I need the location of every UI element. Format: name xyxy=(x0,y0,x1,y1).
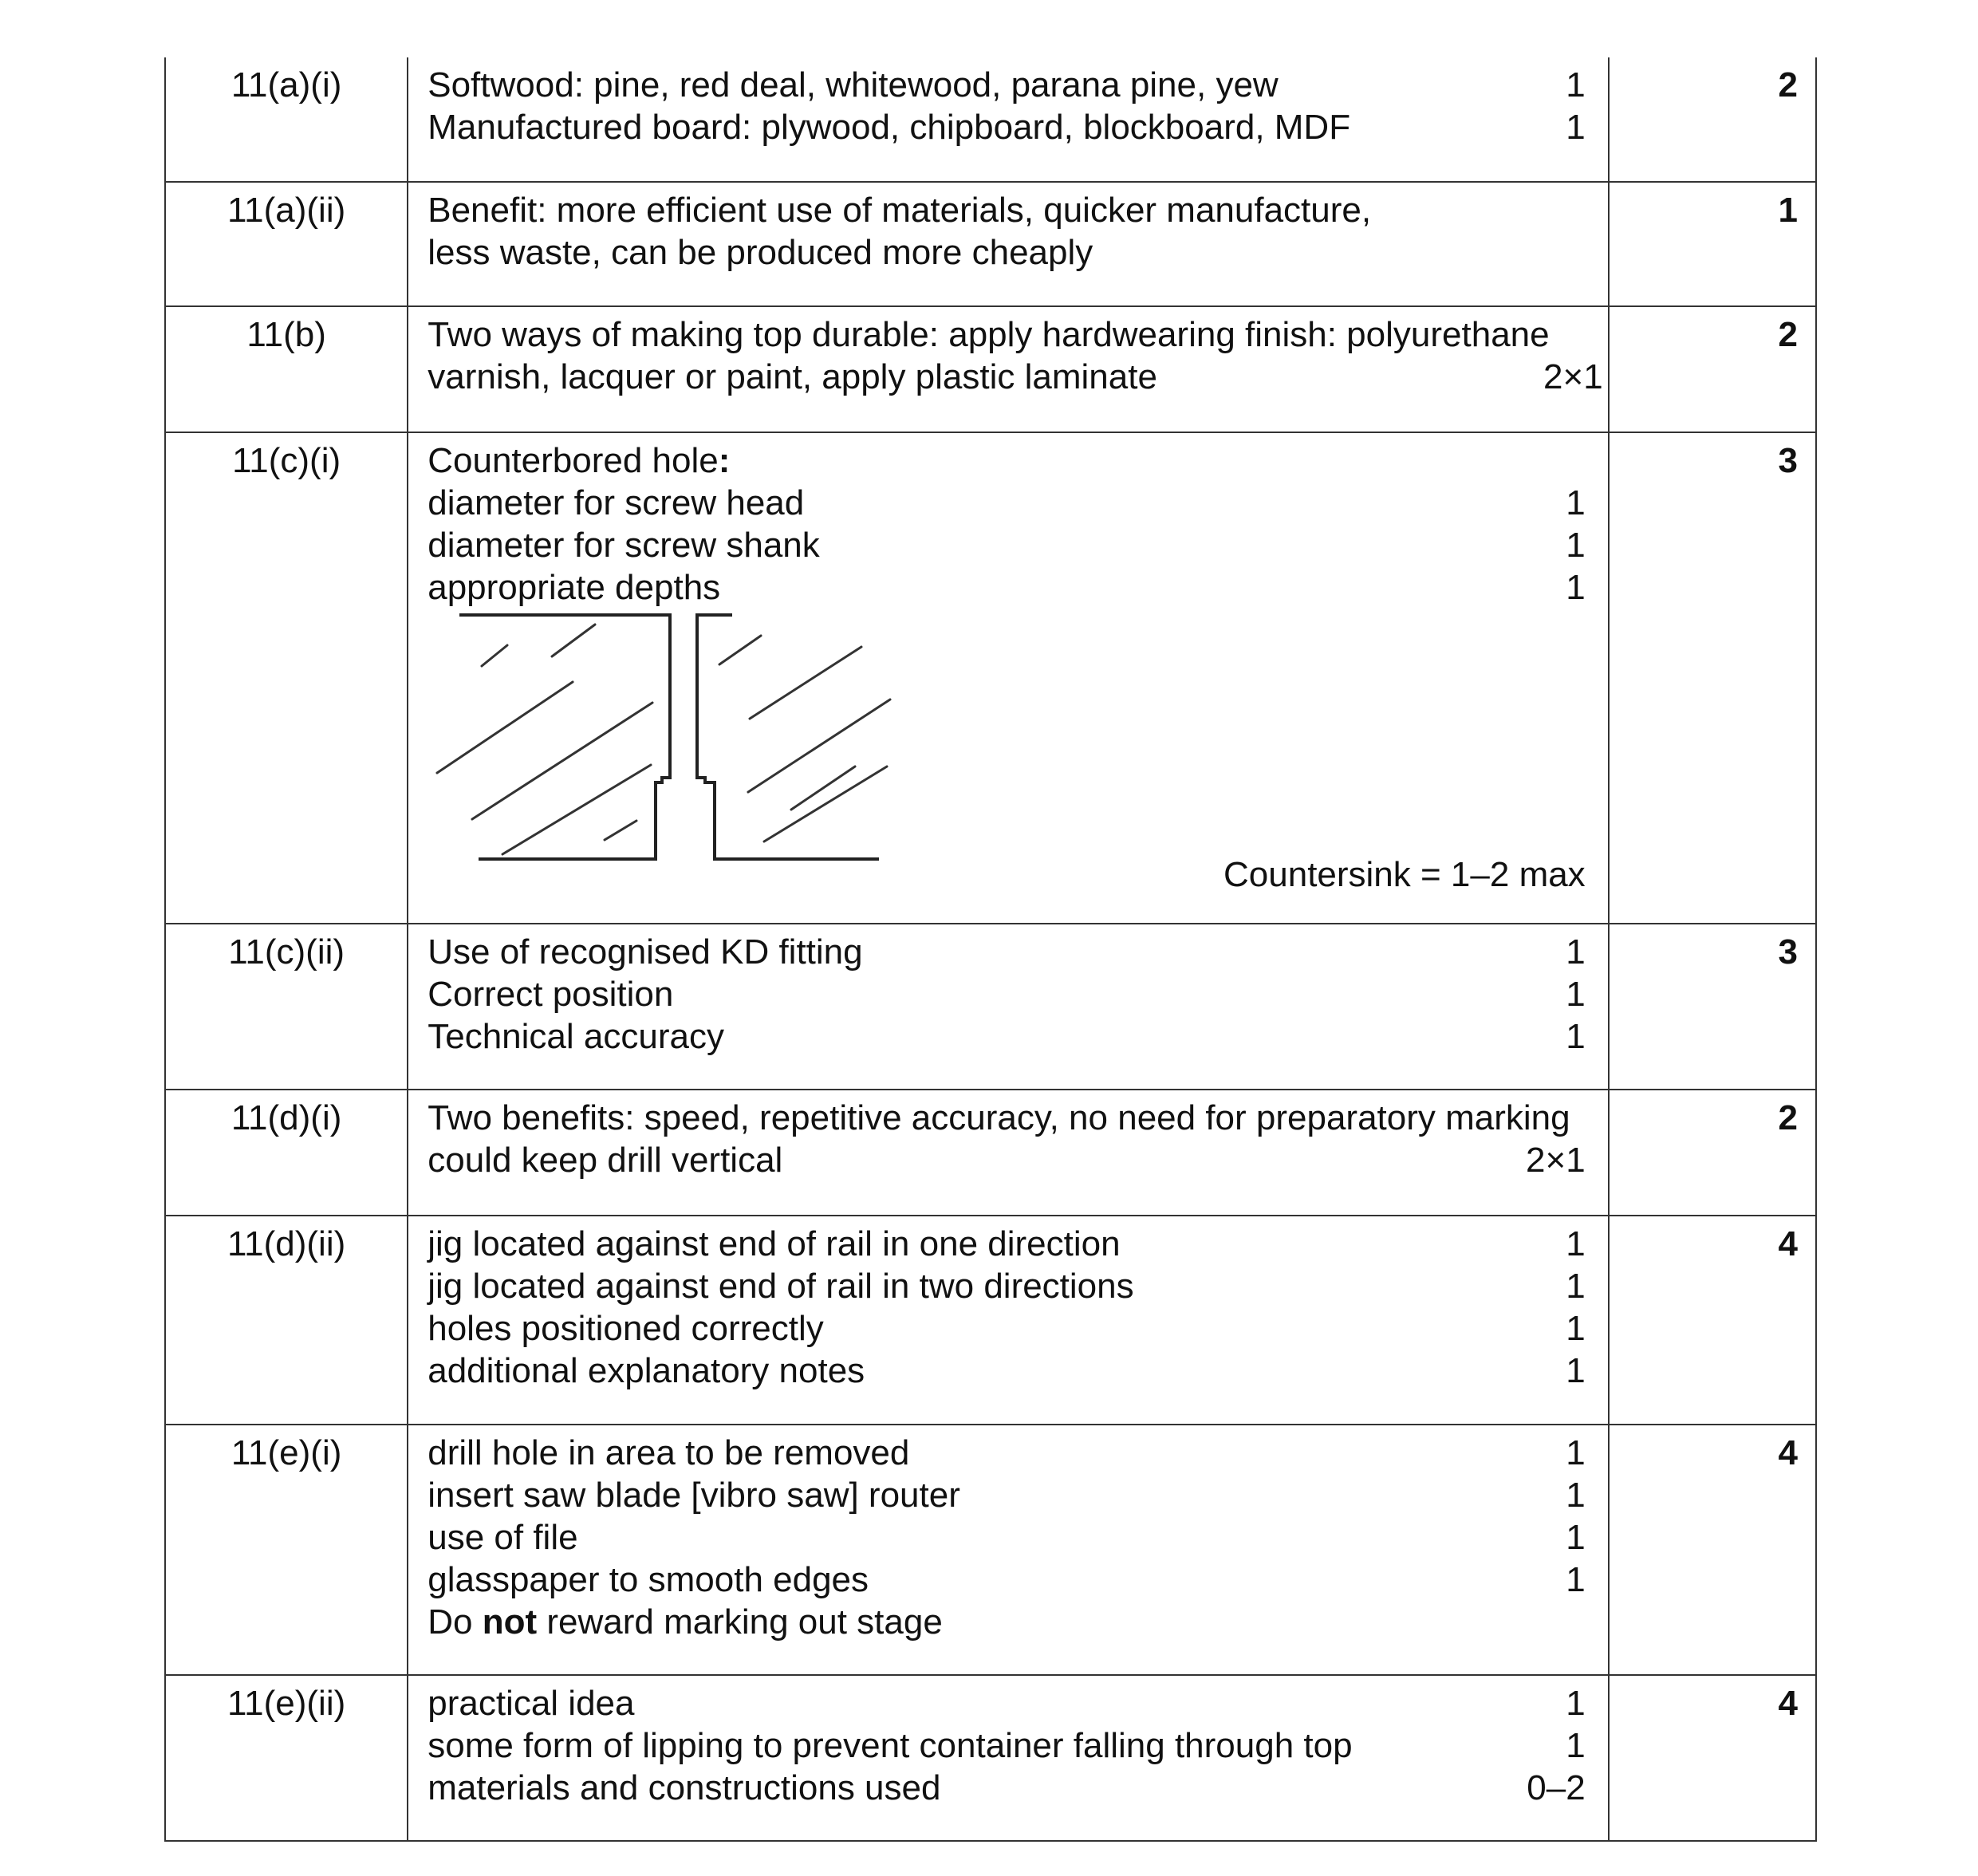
table-row xyxy=(165,924,1816,1090)
table-row xyxy=(165,182,1816,306)
answer-line xyxy=(428,931,1585,973)
answer-text: Two ways of making top durable: apply hardwearing finish: polyurethane xyxy=(428,315,1550,354)
answer-line xyxy=(428,189,1585,231)
question-number: 11(a)(ii) xyxy=(165,182,408,306)
answer-line xyxy=(428,1474,1585,1516)
mark-value: 1 xyxy=(1566,1560,1586,1599)
answer-text: varnish, lacquer or paint, apply plastic laminate xyxy=(428,357,1157,396)
question-number: 11(d)(i) xyxy=(165,1090,408,1216)
emphasis-not: not xyxy=(482,1602,538,1642)
answer-line xyxy=(428,1516,1585,1559)
mark-value: 1 xyxy=(1566,1267,1586,1306)
answer-line xyxy=(428,1265,1585,1307)
mark-value: 1 xyxy=(1566,108,1586,147)
total-marks: 2 xyxy=(1609,306,1816,432)
answer-text: Two benefits: speed, repetitive accuracy, no need for preparatory marking xyxy=(428,1098,1570,1137)
answer-colon: : xyxy=(718,441,731,480)
answer-line xyxy=(428,973,1585,1015)
mark-value: 2×1 xyxy=(1543,357,1603,396)
mark-value: 1 xyxy=(1566,1476,1586,1515)
answer-text: less waste, can be produced more cheaply xyxy=(428,233,1093,272)
countersink-note: Countersink = 1–2 max xyxy=(1223,855,1586,894)
table-row xyxy=(165,306,1816,432)
answer-line xyxy=(428,482,1585,524)
answer-line xyxy=(428,231,1585,274)
total-marks: 3 xyxy=(1609,924,1816,1090)
answer-text: diameter for screw head xyxy=(428,483,805,522)
answer-line xyxy=(428,1559,1585,1601)
answer-line xyxy=(428,1307,1585,1350)
hatch-line xyxy=(605,821,636,840)
hatch-line xyxy=(437,682,573,773)
total-marks: 3 xyxy=(1609,432,1816,924)
answer-line xyxy=(428,1432,1585,1474)
answer-text: practical idea xyxy=(428,1684,635,1723)
answer-cell xyxy=(408,57,1608,182)
answer-text: holes positioned correctly xyxy=(428,1309,824,1348)
table-row xyxy=(165,1675,1816,1841)
answer-line xyxy=(428,313,1602,356)
mark-value: 0–2 xyxy=(1527,1768,1586,1807)
answer-line xyxy=(428,106,1585,148)
mark-value: 1 xyxy=(1566,1017,1586,1056)
answer-line xyxy=(428,1223,1585,1265)
table-row xyxy=(165,1216,1816,1425)
answer-cell xyxy=(408,1425,1608,1675)
mark-value: 2×1 xyxy=(1526,1141,1586,1180)
answer-note: Do not reward marking out stage xyxy=(428,1602,943,1642)
total-marks: 4 xyxy=(1609,1216,1816,1425)
total-marks: 2 xyxy=(1609,1090,1816,1216)
mark-value: 1 xyxy=(1566,1351,1586,1390)
answer-line xyxy=(428,566,1585,609)
answer-line xyxy=(428,1601,1585,1643)
hatch-line xyxy=(764,767,887,841)
answer-line xyxy=(428,1015,1585,1058)
answer-text: drill hole in area to be removed xyxy=(428,1433,910,1472)
right-block-outline xyxy=(697,615,877,859)
answer-text: some form of lipping to prevent container falling through top xyxy=(428,1726,1353,1765)
counterbored-hole-figure xyxy=(428,609,1585,905)
answer-line xyxy=(428,1724,1585,1767)
answer-text: Softwood: pine, red deal, whitewood, parana pine, yew xyxy=(428,65,1279,104)
answer-text: Technical accuracy xyxy=(428,1017,724,1056)
answer-text: Use of recognised KD fitting xyxy=(428,932,863,972)
mark-value: 1 xyxy=(1566,526,1586,565)
answer-cell xyxy=(408,1090,1608,1216)
total-marks: 4 xyxy=(1609,1425,1816,1675)
answer-cell xyxy=(408,1675,1608,1841)
question-number: 11(c)(ii) xyxy=(165,924,408,1090)
hatch-line xyxy=(719,636,761,664)
answer-line xyxy=(428,1350,1585,1392)
answer-cell xyxy=(408,306,1608,432)
counterbored-hole-diagram xyxy=(424,610,919,865)
answer-cell xyxy=(408,1216,1608,1425)
question-number: 11(e)(i) xyxy=(165,1425,408,1675)
mark-value: 1 xyxy=(1566,483,1586,522)
answer-cell xyxy=(408,432,1608,924)
mark-value: 1 xyxy=(1566,1309,1586,1348)
answer-line xyxy=(428,1767,1585,1809)
answer-line xyxy=(428,1139,1585,1181)
question-number: 11(c)(i) xyxy=(165,432,408,924)
mark-value: 1 xyxy=(1566,1684,1586,1723)
total-marks: 1 xyxy=(1609,182,1816,306)
mark-value: 1 xyxy=(1566,1726,1586,1765)
question-number: 11(e)(ii) xyxy=(165,1675,408,1841)
total-marks: 2 xyxy=(1609,57,1816,182)
hatch-line xyxy=(472,703,652,819)
table-row xyxy=(165,432,1816,924)
answer-text: diameter for screw shank xyxy=(428,526,820,565)
mark-value: 1 xyxy=(1566,975,1586,1014)
answer-line xyxy=(428,64,1585,106)
answer-text: glasspaper to smooth edges xyxy=(428,1560,869,1599)
question-number: 11(b) xyxy=(165,306,408,432)
hatch-line xyxy=(502,765,651,854)
answer-text: jig located against end of rail in two directions xyxy=(428,1267,1134,1306)
answer-cell xyxy=(408,924,1608,1090)
mark-value: 1 xyxy=(1566,1224,1586,1263)
mark-value: 1 xyxy=(1566,1518,1586,1557)
mark-value: 1 xyxy=(1566,932,1586,972)
hatch-line xyxy=(482,645,507,666)
answer-text: jig located against end of rail in one direction xyxy=(428,1224,1121,1263)
hatch-line xyxy=(791,767,855,810)
total-marks: 4 xyxy=(1609,1675,1816,1841)
answer-text: appropriate depths xyxy=(428,568,721,607)
hatch-line xyxy=(750,647,861,719)
table-row xyxy=(165,57,1816,182)
mark-value: 1 xyxy=(1566,1433,1586,1472)
answer-line xyxy=(428,1097,1585,1139)
question-number: 11(a)(i) xyxy=(165,57,408,182)
answer-line xyxy=(428,1682,1585,1724)
answer-text: Counterbored hole xyxy=(428,441,719,480)
answer-text: Manufactured board: plywood, chipboard, blockboard, MDF xyxy=(428,108,1351,147)
answer-text: materials and constructions used xyxy=(428,1768,941,1807)
answer-text: Correct position xyxy=(428,975,674,1014)
mark-value: 1 xyxy=(1566,568,1586,607)
mark-scheme-table xyxy=(164,57,1817,1842)
answer-text: insert saw blade [vibro saw] router xyxy=(428,1476,960,1515)
answer-line xyxy=(428,524,1585,566)
hatch-line xyxy=(552,625,595,656)
question-number: 11(d)(ii) xyxy=(165,1216,408,1425)
answer-text: use of file xyxy=(428,1518,578,1557)
answer-line xyxy=(428,439,1585,482)
answer-text: Benefit: more efficient use of materials, quicker manufacture, xyxy=(428,191,1372,230)
answer-line xyxy=(428,356,1602,398)
table-row xyxy=(165,1425,1816,1675)
mark-value: 1 xyxy=(1566,65,1586,104)
answer-cell xyxy=(408,182,1608,306)
answer-text: additional explanatory notes xyxy=(428,1351,865,1390)
answer-text: could keep drill vertical xyxy=(428,1141,783,1180)
hatch-lines xyxy=(437,625,890,854)
table-row xyxy=(165,1090,1816,1216)
